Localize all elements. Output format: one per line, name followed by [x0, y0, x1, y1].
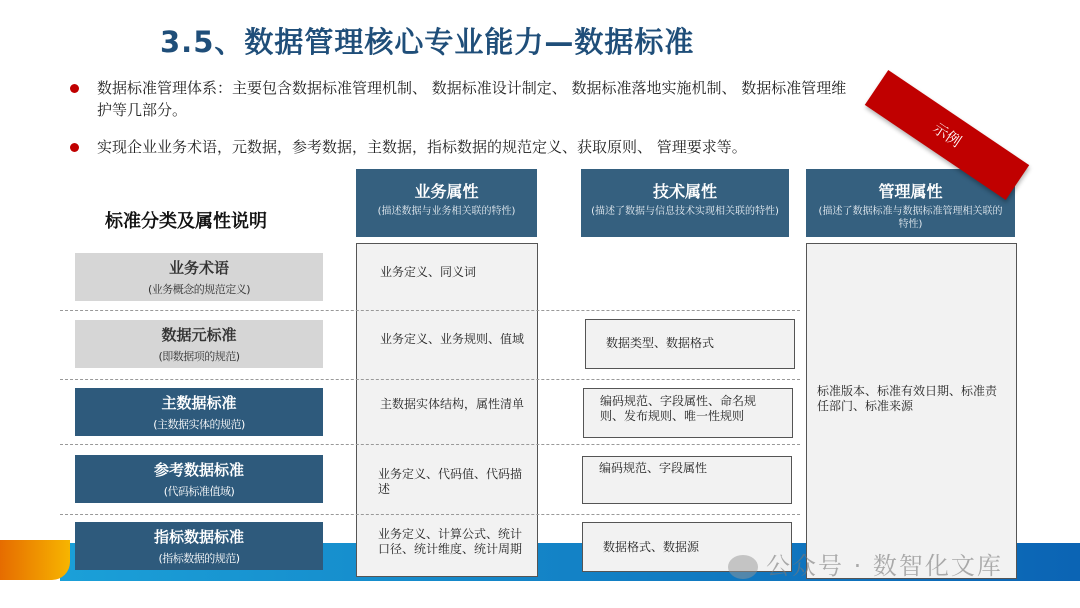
category-business-term: 业务术语 (业务概念的规范定义): [75, 253, 323, 301]
watermark: 公众号 · 数智化文库: [728, 546, 1003, 581]
section-title: 标准分类及属性说明: [105, 211, 267, 232]
example-ribbon: 示例: [865, 70, 1029, 200]
category-data-element: 数据元标准 (即数据项的规范): [75, 320, 323, 368]
technical-cell: 编码规范、字段属性、命名规则、发布规则、唯一性规则: [583, 388, 793, 438]
management-cell: 标准版本、标准有效日期、标准责任部门、标准来源: [817, 384, 998, 413]
column-header-technical: 技术属性 (描述了数据与信息技术实现相关联的特性): [581, 169, 789, 237]
category-indicator-data: 指标数据标准 (指标数据的规范): [75, 522, 323, 570]
business-cell: 业务定义、代码值、代码描述: [378, 467, 523, 496]
technical-cell: 数据类型、数据格式: [585, 319, 795, 369]
category-master-data: 主数据标准 (主数据实体的规范): [75, 388, 323, 436]
column-header-business: 业务属性 (描述数据与业务相关联的特性): [356, 169, 537, 237]
business-cell: 主数据实体结构，属性清单: [380, 397, 525, 411]
bullet-dot-icon: [70, 84, 79, 93]
row-divider: [60, 444, 800, 445]
business-cell: 业务定义、同义词: [380, 265, 477, 279]
page-title: 3.5、数据管理核心专业能力—数据标准: [160, 25, 695, 59]
row-divider: [60, 310, 800, 311]
bullet-dot-icon: [70, 143, 79, 152]
technical-cell: 编码规范、字段属性: [582, 456, 792, 504]
business-cell: 业务定义、计算公式、统计口径、统计维度、统计周期: [378, 527, 523, 556]
wechat-icon: [728, 555, 758, 579]
business-cell: 业务定义、业务规则、值域: [380, 332, 525, 346]
column-header-management: 管理属性 (描述了数据标准与数据标准管理相关联的特性): [806, 169, 1015, 237]
category-reference-data: 参考数据标准 (代码标准值域): [75, 455, 323, 503]
technical-cell: 数据格式、数据源: [582, 522, 792, 572]
footer-accent: [0, 540, 70, 580]
row-divider: [60, 514, 800, 515]
row-divider: [60, 379, 800, 380]
